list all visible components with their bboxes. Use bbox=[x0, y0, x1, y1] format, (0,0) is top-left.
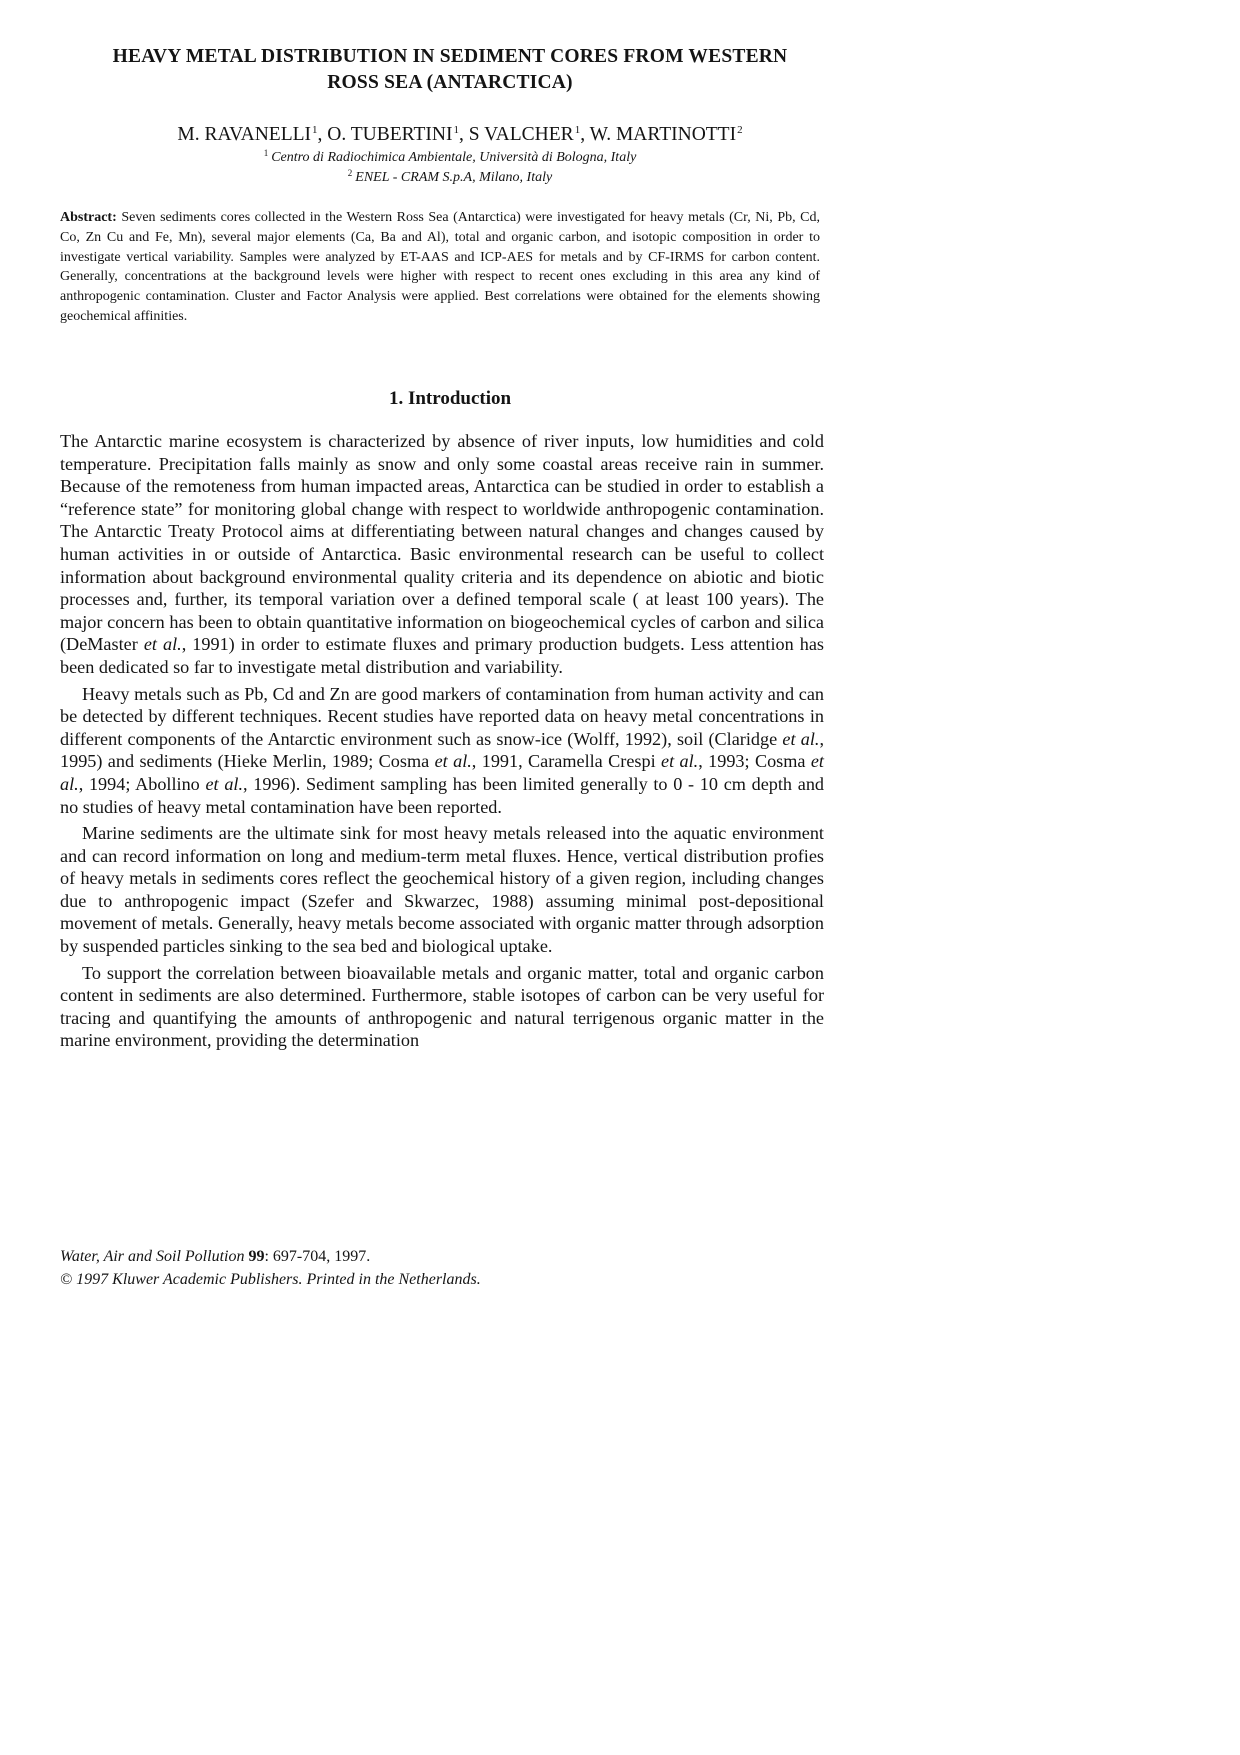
author-affiliation-mark: 2 bbox=[737, 124, 743, 136]
affiliation-text: ENEL - CRAM S.p.A, Milano, Italy bbox=[355, 170, 553, 185]
paragraph-text: Heavy metals such as Pb, Cd and Zn are good markers of contamination from human activity and can be detected by different techniques. Recent studies have reported data on heavy metal concentrations in different components of the Antarctic environment such as snow-ice (Wolff, 1992), soil (Claridge bbox=[60, 683, 824, 749]
section-heading: 1. Introduction bbox=[388, 388, 512, 409]
journal-citation bbox=[60, 1245, 820, 1268]
copyright-notice: © 1997 Kluwer Academic Publishers. Printed in the Netherlands. bbox=[60, 1271, 481, 1288]
paragraph-text: , 1995) and sediments (Hieke Merlin, 1989; Cosma bbox=[60, 728, 824, 772]
paragraph-4: To support the correlation between bioavailable metals and organic matter, total and organic carbon content in sediments are also determined. Furthermore, stable isotopes of carbon can be very useful for tracing and quantifying the amounts of anthropogenic and natural terrigenous organic matter in the marine environment, providing the determination bbox=[60, 962, 824, 1051]
author-name: , W. MARTINOTTI bbox=[580, 124, 737, 145]
paragraph-text: The Antarctic marine ecosystem is characterized by absence of river inputs, low humidities and cold temperature. Precipitation falls mainly as snow and only some coastal areas receive rain in summer. Because of the remoteness from human impacted areas, Antarctica can be studied in order to establish a “reference state” for monitoring global change with respect to worldwide anthropogenic contamination. The Antarctic Treaty Protocol aims at differentiating between natural changes and changes caused by human activities in or outside of Antarctica. Basic environmental research can be useful to collect information about background environmental quality criteria and its dependence on abiotic and biotic processes and, further, its temporal variation over a defined temporal scale ( at least 100 years). The major concern has been to obtain quantitative information on biogeochemical cycles of carbon and silica (DeMaster bbox=[60, 431, 824, 655]
citation-et-al: et al. bbox=[60, 751, 824, 794]
publication-footer bbox=[60, 1245, 820, 1291]
paragraph-text: , 1993; Cosma bbox=[698, 751, 811, 772]
paragraph-text: , 1996). Sediment sampling has been limited generally to 0 - 10 cm depth and no studies of heavy metal contamination have been reported. bbox=[60, 773, 825, 817]
citation-et-al: et al. bbox=[661, 751, 699, 772]
author-list bbox=[60, 118, 860, 147]
body-text bbox=[60, 430, 824, 1056]
abstract-label: Abstract: bbox=[60, 210, 117, 225]
citation-et-al: et al. bbox=[205, 773, 244, 794]
citation-et-al: et al. bbox=[782, 728, 820, 749]
author-name: M. RAVANELLI bbox=[177, 124, 312, 145]
affiliation-mark: 2 bbox=[347, 168, 353, 178]
citation-et-al: et al. bbox=[434, 751, 472, 772]
journal-pages: : 697-704, 1997. bbox=[264, 1248, 371, 1265]
author-affiliation-mark: 1 bbox=[312, 124, 318, 136]
journal-name: Water, Air and Soil Pollution bbox=[60, 1248, 245, 1265]
paragraph-1 bbox=[60, 430, 824, 679]
paragraph-3: Marine sediments are the ultimate sink for most heavy metals released into the aquatic environment and can record information on long and medium-term metal fluxes. Hence, vertical distribution profies of heavy metals in sediments cores reflect the geochemical history of a given region, including changes due to anthropogenic impact (Szefer and Skwarzec, 1988) assuming minimal post-depositional movement of metals. Generally, heavy metals become associated with organic matter through adsorption by suspended particles sinking to the sea bed and biological uptake. bbox=[60, 823, 824, 957]
paragraph-text: , 1991, Caramella Crespi bbox=[471, 751, 662, 772]
title-line-2: ROSS SEA (ANTARCTICA) bbox=[327, 72, 573, 93]
author-name: , S VALCHER bbox=[459, 124, 574, 145]
author-affiliation-mark: 1 bbox=[453, 124, 459, 136]
paragraph-text: , 1994; Abollino bbox=[78, 773, 206, 794]
affiliation-2 bbox=[60, 164, 840, 187]
affiliation-text: Centro di Radiochimica Ambientale, Università di Bologna, Italy bbox=[271, 150, 637, 165]
abstract bbox=[60, 208, 820, 327]
title-line-1: HEAVY METAL DISTRIBUTION IN SEDIMENT CORES FROM WESTERN bbox=[112, 46, 788, 67]
abstract-text: Seven sediments cores collected in the Western Ross Sea (Antarctica) were investigated for heavy metals (Cr, Ni, Pb, Cd, Co, Zn Cu and Fe, Mn), several major elements (Ca, Ba and Al), total and organic carbon, and isotopic composition in order to investigate vertical variability. Samples were analyzed by ET-AAS and ICP-AES for metals and by CF-IRMS for carbon content. Generally, concentrations at the background levels were higher with respect to recent ones excluding in this area any kind of anthropogenic contamination. Cluster and Factor Analysis were applied. Best correlations were obtained for the elements showing geochemical affinities. bbox=[60, 210, 820, 324]
author-affiliation-mark: 1 bbox=[574, 124, 581, 136]
paragraph-2 bbox=[60, 683, 824, 819]
citation-et-al: et al. bbox=[143, 634, 182, 655]
paragraph-text: , 1991) in order to estimate fluxes and primary production budgets. Less attention has been dedicated so far to investigate metal distribution and variability. bbox=[60, 634, 824, 677]
journal-volume: 99 bbox=[248, 1248, 265, 1265]
paper-title bbox=[60, 44, 840, 96]
affiliation-mark: 1 bbox=[263, 148, 269, 158]
author-name: , O. TUBERTINI bbox=[317, 124, 453, 145]
